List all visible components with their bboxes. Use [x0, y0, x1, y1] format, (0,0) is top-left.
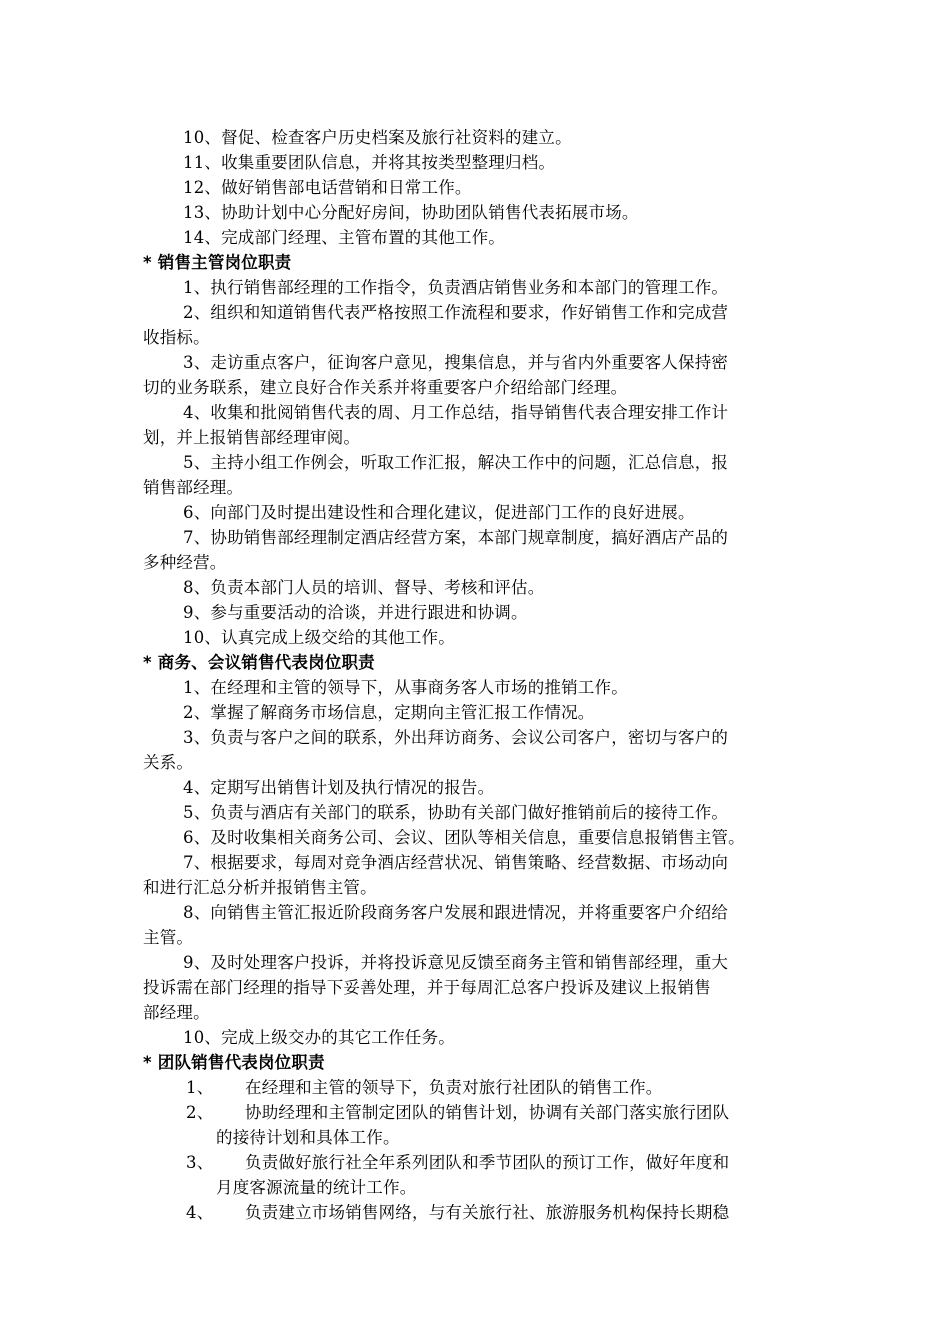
- paragraph-line: 投诉需在部门经理的指导下妥善处理，并于每周汇总客户投诉及建议上报销售: [143, 978, 711, 997]
- paragraph-line: 6、向部门及时提出建设性和合理化建议，促进部门工作的良好进展。: [183, 503, 695, 522]
- paragraph-line: 6、及时收集相关商务公司、会议、团队等相关信息，重要信息报销售主管。: [183, 828, 745, 847]
- paragraph-line: 部经理。: [143, 1003, 210, 1022]
- list-item-number: 3、: [186, 1153, 214, 1172]
- paragraph-line: 10、认真完成上级交给的其他工作。: [183, 628, 455, 647]
- section-heading: * 商务、会议销售代表岗位职责: [143, 653, 375, 672]
- paragraph-line: 14、完成部门经理、主管布置的其他工作。: [183, 228, 505, 247]
- list-item-text: 在经理和主管的领导下，负责对旅行社团队的销售工作。: [245, 1078, 663, 1097]
- paragraph-line: 13、协助计划中心分配好房间，协助团队销售代表拓展市场。: [183, 203, 639, 222]
- paragraph-line: 销售部经理。: [143, 478, 244, 497]
- paragraph-line: 划，并上报销售部经理审阅。: [143, 428, 361, 447]
- paragraph-line: 2、组织和知道销售代表严格按照工作流程和要求，作好销售工作和完成营: [183, 303, 729, 322]
- paragraph-line: 关系。: [143, 753, 194, 772]
- list-item-text: 负责做好旅行社全年系列团队和季节团队的预订工作，做好年度和: [245, 1153, 730, 1172]
- list-item-number: 1、: [186, 1078, 214, 1097]
- paragraph-line: 1、执行销售部经理的工作指令，负责酒店销售业务和本部门的管理工作。: [183, 278, 729, 297]
- paragraph-line: 3、走访重点客户，征询客户意见，搜集信息，并与省内外重要客人保持密: [183, 353, 729, 372]
- paragraph-line: 2、掌握了解商务市场信息，定期向主管汇报工作情况。: [183, 703, 595, 722]
- paragraph-line: 9、及时处理客户投诉，并将投诉意见反馈至商务主管和销售部经理，重大: [183, 953, 729, 972]
- paragraph-line: 7、协助销售部经理制定酒店经营方案，本部门规章制度，搞好酒店产品的: [183, 528, 729, 547]
- list-item-text: 负责建立市场销售网络，与有关旅行社、旅游服务机构保持长期稳: [245, 1203, 730, 1222]
- paragraph-line: 1、在经理和主管的领导下，从事商务客人市场的推销工作。: [183, 678, 628, 697]
- list-item-number: 2、: [186, 1103, 214, 1122]
- paragraph-line: 主管。: [143, 928, 194, 947]
- paragraph-line: 收指标。: [143, 328, 210, 347]
- list-item-continuation: 月度客源流量的统计工作。: [216, 1178, 417, 1197]
- paragraph-line: 4、定期写出销售计划及执行情况的报告。: [183, 778, 495, 797]
- paragraph-line: 5、主持小组工作例会，听取工作汇报，解决工作中的问题，汇总信息，报: [183, 453, 729, 472]
- paragraph-line: 11、收集重要团队信息，并将其按类型整理归档。: [183, 153, 556, 172]
- paragraph-line: 10、督促、检查客户历史档案及旅行社资料的建立。: [183, 128, 572, 147]
- paragraph-line: 和进行汇总分析并报销售主管。: [143, 878, 377, 897]
- paragraph-line: 8、向销售主管汇报近阶段商务客户发展和跟进情况，并将重要客户介绍给: [183, 903, 729, 922]
- paragraph-line: 4、收集和批阅销售代表的周、月工作总结，指导销售代表合理安排工作计: [183, 403, 729, 422]
- section-heading: * 团队销售代表岗位职责: [143, 1053, 325, 1072]
- list-item-text: 协助经理和主管制定团队的销售计划，协调有关部门落实旅行团队: [245, 1103, 730, 1122]
- paragraph-line: 5、负责与酒店有关部门的联系，协助有关部门做好推销前后的接待工作。: [183, 803, 729, 822]
- paragraph-line: 3、负责与客户之间的联系，外出拜访商务、会议公司客户，密切与客户的: [183, 728, 729, 747]
- paragraph-line: 9、参与重要活动的洽谈，并进行跟进和协调。: [183, 603, 528, 622]
- paragraph-line: 多种经营。: [143, 553, 227, 572]
- paragraph-line: 切的业务联系，建立良好合作关系并将重要客户介绍给部门经理。: [143, 378, 628, 397]
- paragraph-line: 8、负责本部门人员的培训、督导、考核和评估。: [183, 578, 545, 597]
- paragraph-line: 7、根据要求，每周对竞争酒店经营状况、销售策略、经营数据、市场动向: [183, 853, 729, 872]
- list-item-number: 4、: [186, 1203, 214, 1222]
- paragraph-line: 12、做好销售部电话营销和日常工作。: [183, 178, 472, 197]
- paragraph-line: 10、完成上级交办的其它工作任务。: [183, 1028, 455, 1047]
- section-heading: * 销售主管岗位职责: [143, 253, 292, 272]
- list-item-continuation: 的接待计划和具体工作。: [216, 1128, 400, 1147]
